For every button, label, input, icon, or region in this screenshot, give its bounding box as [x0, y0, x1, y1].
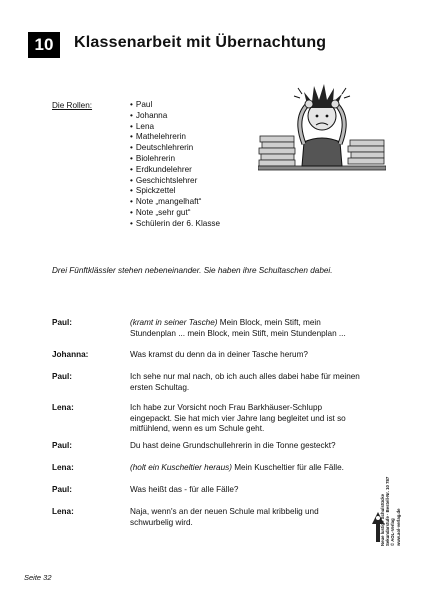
roles-list: [130, 100, 220, 230]
dialogue-speaker: Paul:: [52, 372, 73, 381]
stressed-student-with-book-stacks-icon: [258, 78, 386, 178]
dialogue-line: [130, 485, 362, 496]
dialogue-speaker: Paul:: [52, 485, 73, 494]
role-item: • Note „mangelhaft“: [130, 197, 220, 208]
page-title: Klassenarbeit mit Übernachtung: [74, 34, 327, 51]
side-info-line: © AOL-Verlag: [390, 518, 396, 546]
role-item: • Note „sehr gut“: [130, 208, 220, 219]
role-item: • Spickzettel: [130, 186, 220, 197]
dialogue-line: [130, 403, 362, 435]
role-item: • Paul: [130, 100, 220, 111]
dialogue-line: [130, 318, 362, 339]
side-info-line: www.aol-verlag.de: [395, 508, 401, 546]
dialogue-line: [130, 441, 362, 452]
stage-direction-intro: Drei Fünftklässler stehen nebeneinander. Sie haben ihre Schultaschen dabei.: [52, 266, 333, 275]
dialogue-speaker: Lena:: [52, 403, 74, 412]
chapter-number: 10: [28, 32, 60, 58]
stage-direction: (kramt in seiner Tasche): [130, 318, 218, 327]
role-item: • Deutschlehrerin: [130, 143, 220, 154]
dialogue-text: Ich habe zur Vorsicht noch Frau Barkhäuser-Schlupp eingepackt. Sie hat mich vier Jahre lang begleitet und ist so mitfühlend, wenn es um Schule geht.: [130, 403, 346, 433]
dialogue-line: [130, 350, 362, 361]
side-info-line: Sekundarstufe · Bestell-Nr. 10 787: [385, 476, 391, 546]
dialogue-speaker: Paul:: [52, 318, 73, 327]
role-item: • Schülerin der 6. Klasse: [130, 219, 220, 230]
publisher-logo-icon: [370, 510, 386, 544]
role-item: • Mathelehrerin: [130, 132, 220, 143]
dialogue-speaker: Lena:: [52, 463, 74, 472]
role-item: • Erdkundelehrer: [130, 165, 220, 176]
role-item: • Johanna: [130, 111, 220, 122]
dialogue-speaker: Johanna:: [52, 350, 89, 359]
dialogue-text: Was heißt das - für alle Fälle?: [130, 485, 239, 494]
dialogue-text: Mein Kuscheltier für alle Fälle.: [231, 463, 344, 472]
dialogue-speaker: Lena:: [52, 507, 74, 516]
stage-direction: (holt ein Kuscheltier heraus): [130, 463, 232, 472]
dialogue-text: Naja, wenn's an der neuen Schule mal kribbelig und schwurbelig wird.: [130, 507, 319, 527]
dialogue-line: [130, 463, 362, 474]
role-item: • Geschichtslehrer: [130, 176, 220, 187]
roles-label: Die Rollen:: [52, 101, 93, 110]
dialogue-text: Mein Block, mein Stift, mein Stundenplan ... mein Block, mein Stift, mein Stundenplan ...: [130, 318, 346, 338]
dialogue-text: Was kramst du denn da in deiner Tasche herum?: [130, 350, 308, 359]
dialogue-line: [130, 372, 362, 393]
side-info-line: Neue lustige Schulstücke: [380, 493, 385, 546]
role-item: • Biolehrerin: [130, 154, 220, 165]
dialogue-text: Ich sehe nur mal nach, ob ich auch alles dabei habe für meinen ersten Schultag.: [130, 372, 360, 392]
dialogue-speaker: Paul:: [52, 441, 73, 450]
dialogue-text: Du hast deine Grundschullehrerin in die Tonne gesteckt?: [130, 441, 336, 450]
role-item: • Lena: [130, 122, 220, 133]
page-number: Seite 32: [24, 573, 52, 582]
dialogue-line: [130, 507, 362, 528]
